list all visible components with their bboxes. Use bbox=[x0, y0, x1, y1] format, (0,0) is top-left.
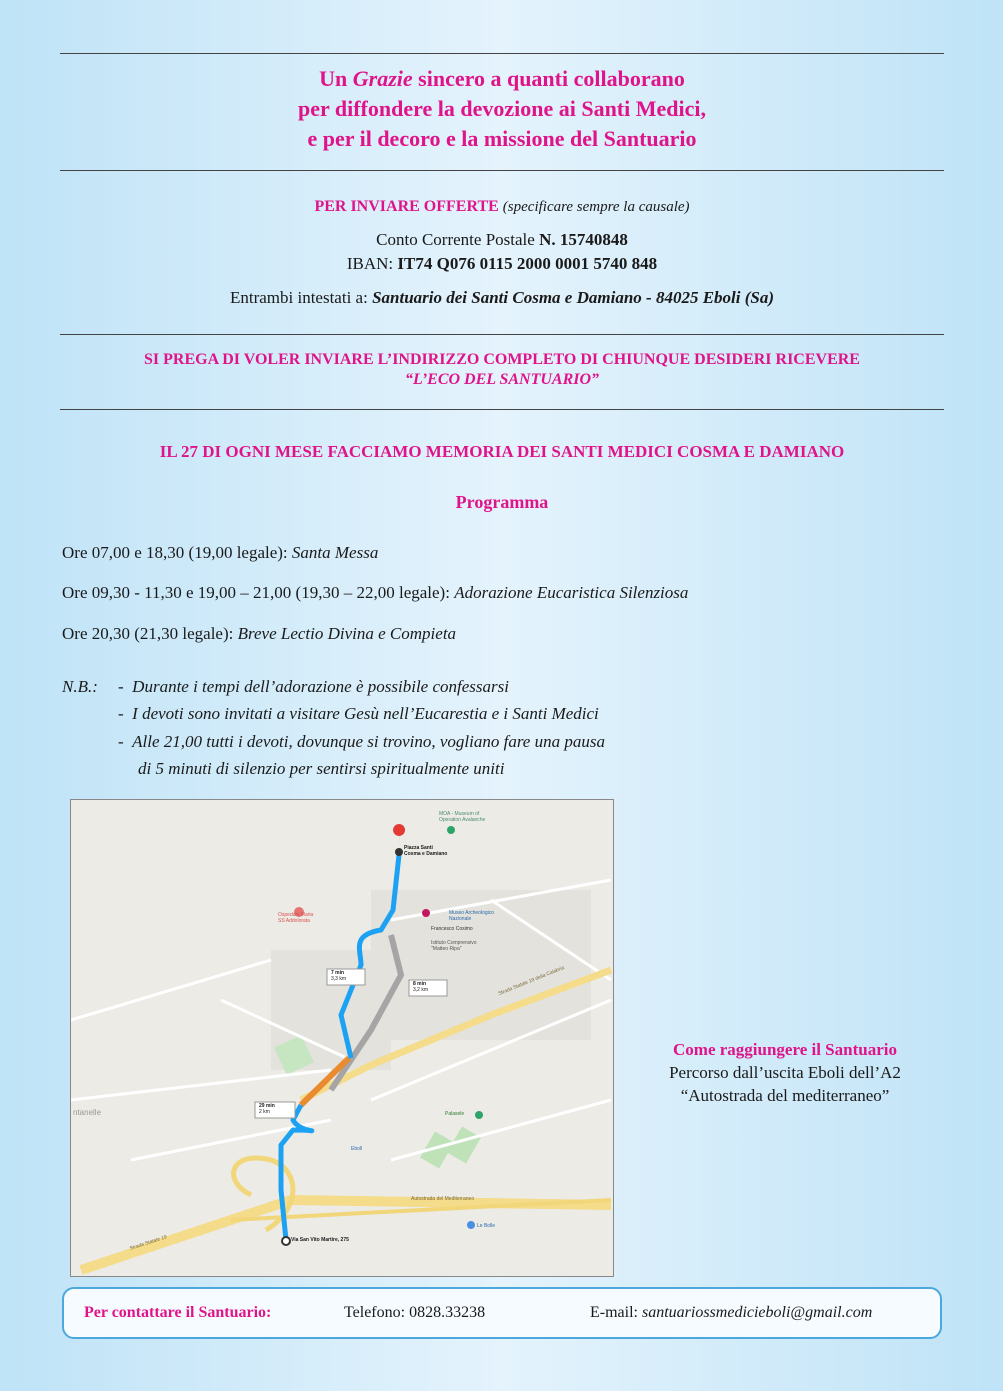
directions-line-2: “Autostrada del mediterraneo” bbox=[680, 1086, 890, 1105]
map-label-francesco: Francesco Cosimo bbox=[431, 926, 473, 932]
map-label-palasele: Palasele bbox=[445, 1111, 465, 1117]
schedule-item: Ore 07,00 e 18,30 (19,00 legale): Santa Messa bbox=[62, 543, 379, 562]
rule-4 bbox=[60, 409, 944, 410]
nb-item: - Alle 21,00 tutti i devoti, dovunque si trovino, vogliano fare una pausa bbox=[118, 732, 605, 751]
offerte-heading: PER INVIARE OFFERTE (specificare sempre la causale) bbox=[314, 198, 690, 215]
map-label-museum: MOA - Museum of Operation Avalanche bbox=[439, 811, 486, 823]
address-request-line-1: SI PREGA DI VOLER INVIARE L’INDIRIZZO COMPLETO DI CHIUNQUE DESIDERI RICEVERE bbox=[144, 351, 860, 368]
owner: Entrambi intestati a: Santuario dei Santi Cosma e Damiano - 84025 Eboli (Sa) bbox=[229, 288, 775, 307]
contact-box bbox=[62, 1287, 942, 1339]
map-label-stanelle: ntanelle bbox=[73, 1108, 102, 1117]
contact-phone[interactable]: Telefono: 0828.33238 bbox=[344, 1304, 486, 1321]
map-label-istituto: Istituto Comprensivo "Matteo Ripa" bbox=[431, 940, 477, 952]
contact-label: Per contattare il Santuario: bbox=[84, 1304, 272, 1321]
directions-title: Come raggiungere il Santuario bbox=[673, 1040, 897, 1059]
nb-item: - I devoti sono invitati a visitare Gesù nell’Eucarestia e i Santi Medici bbox=[118, 704, 599, 723]
map-canvas bbox=[71, 800, 613, 1276]
directions-line-1: Percorso dall’uscita Eboli dell’A2 bbox=[669, 1063, 901, 1082]
contact-email[interactable]: E-mail: santuariossmedicieboli@gmail.com bbox=[590, 1304, 873, 1321]
thanks-line-1: Un Grazie sincero a quanti collaborano bbox=[319, 66, 685, 91]
iban: IBAN: IT74 Q076 0115 2000 0001 5740 848 bbox=[346, 254, 658, 273]
top-rule bbox=[60, 53, 944, 54]
thanks-line-2: per diffondere la devozione ai Santi Medici, bbox=[298, 96, 706, 121]
nb-item: - Durante i tempi dell’adorazione è possibile confessarsi bbox=[118, 677, 509, 696]
route-map[interactable] bbox=[70, 799, 614, 1277]
map-label-ss19-ter: Strada Statale 19 della Calabria bbox=[497, 964, 566, 998]
thanks-message bbox=[60, 64, 944, 154]
nb-continuation: di 5 minuti di silenzio per sentirsi spiritualmente uniti bbox=[138, 759, 505, 778]
route-1-badge: 7 min 3,3 km bbox=[331, 970, 347, 982]
map-label-ss19: Strada Statale 19 bbox=[129, 1234, 168, 1252]
thanks-line-3: e per il decoro e la missione del Santuario bbox=[307, 126, 697, 151]
directions-caption bbox=[620, 1038, 950, 1107]
map-label-archeo: Museo Archeologico Nazionale bbox=[449, 910, 495, 922]
map-label-end: Via San Vito Martire, 275 bbox=[291, 1237, 349, 1243]
programma-heading: Programma bbox=[455, 492, 549, 512]
address-request-line-2: “L’ECO DEL SANTUARIO” bbox=[404, 371, 600, 388]
schedule-item: Ore 09,30 - 11,30 e 19,00 – 21,00 (19,30 – 22,00 legale): Adorazione Eucaristica Silenziosa bbox=[62, 583, 689, 602]
conto-corrente: Conto Corrente Postale N. 15740848 bbox=[376, 230, 628, 249]
map-label-start: Piazza Santi Cosma e Damiano bbox=[404, 845, 448, 857]
memoria-heading: IL 27 DI OGNI MESE FACCIAMO MEMORIA DEI SANTI MEDICI COSMA E DAMIANO bbox=[159, 442, 845, 461]
map-label-hospital: Ospedale Maria SS Addolorata bbox=[278, 912, 314, 924]
map-label-autostrada: Autostrada del Mediterraneo bbox=[411, 1196, 475, 1202]
route-2-badge: 8 min 3,2 km bbox=[413, 981, 429, 993]
walk-badge: 29 min 2 km bbox=[259, 1103, 275, 1115]
schedule-item: Ore 20,30 (21,30 legale): Breve Lectio Divina e Compieta bbox=[62, 624, 457, 643]
map-label-ebolie: Ebolì bbox=[351, 1146, 363, 1152]
address-request bbox=[60, 350, 944, 390]
map-label-le-bolle: Le Bolle bbox=[477, 1223, 496, 1229]
rule-2 bbox=[60, 170, 944, 171]
rule-3 bbox=[60, 334, 944, 335]
nb-label: N.B.: bbox=[62, 677, 98, 696]
